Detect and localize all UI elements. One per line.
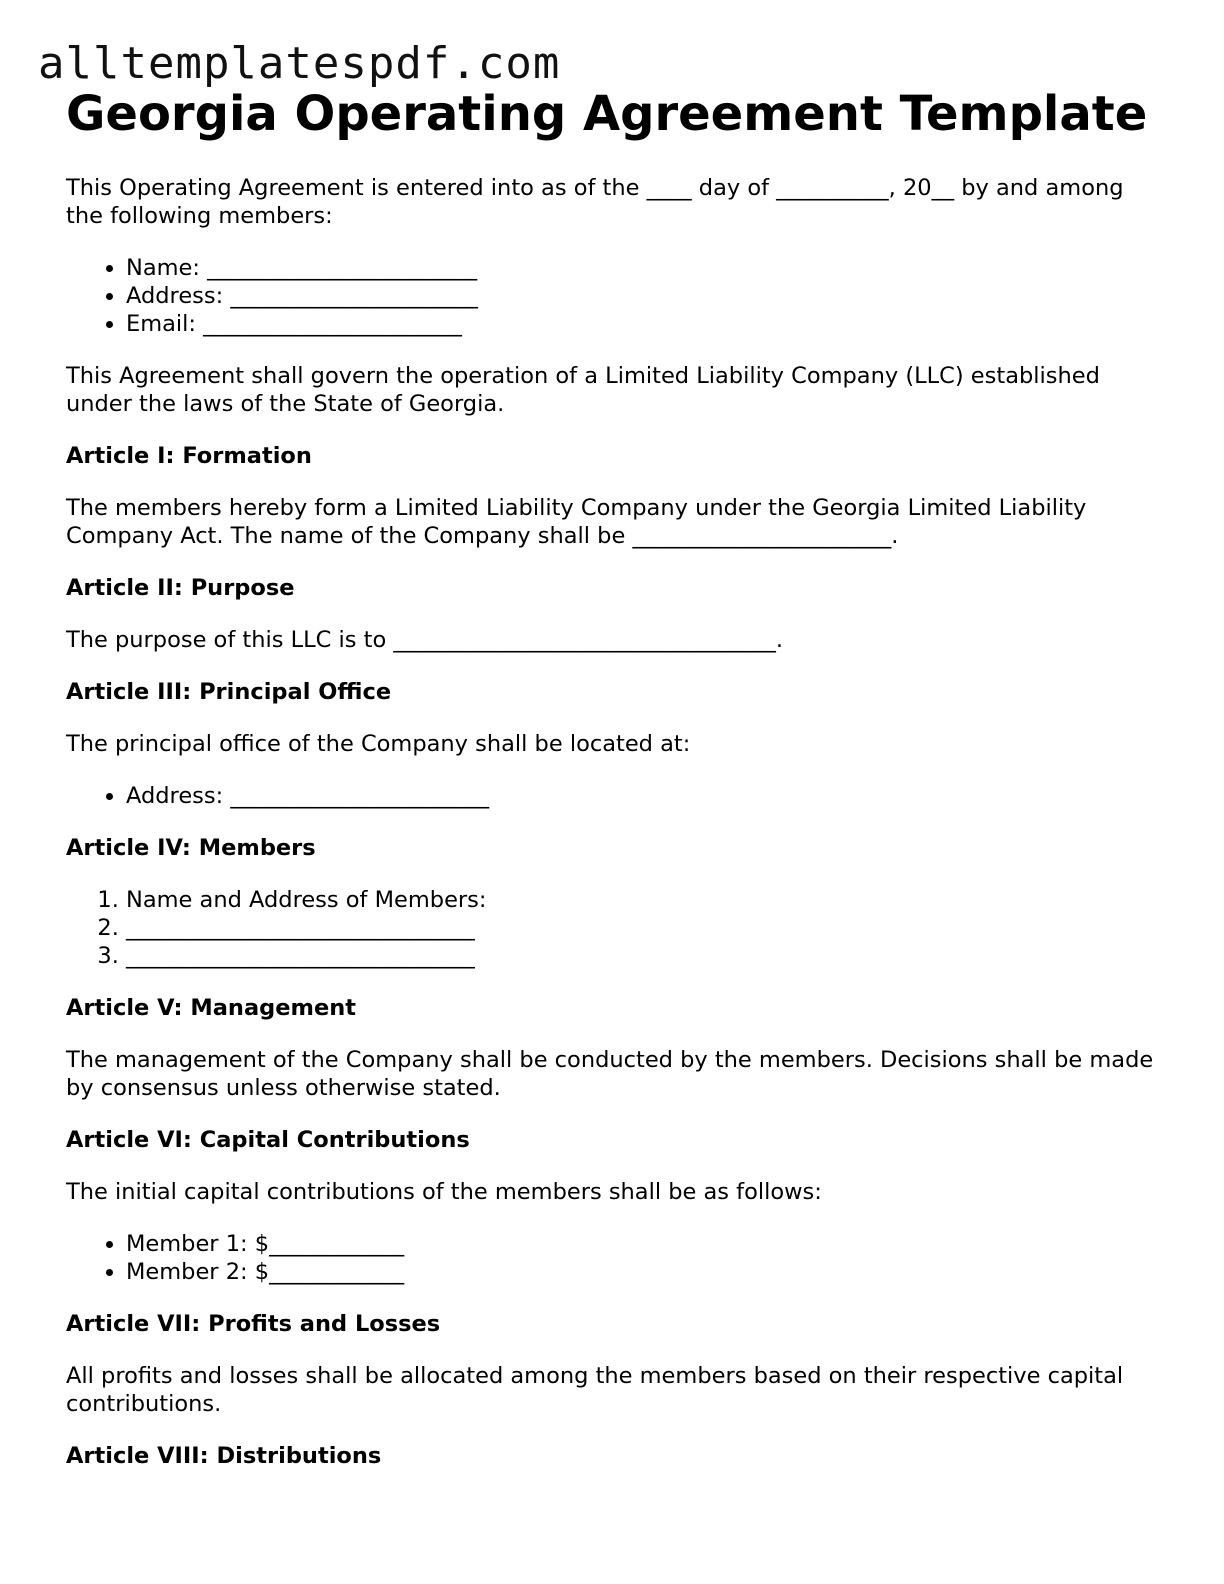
intro-paragraph: This Operating Agreement is entered into as of the ____ day of __________, 20__ by and among the following members: [66,175,1124,229]
governance-paragraph: This Agreement shall govern the operation of a Limited Liability Company (LLC) established under the laws of the State of Georgia. [66,363,1100,417]
article-formation-heading: Article I: Formation [66,443,312,469]
member-fields-list [66,254,1166,338]
member-name-field: • Name: ________________________ [126,254,1166,282]
article-purpose-heading: Article II: Purpose [66,575,295,601]
article-formation-text: The members hereby form a Limited Liability Company under the Georgia Limited Liability Company Act. The name of the Company shall be _______________________. [66,495,1087,549]
document-page [66,84,1166,1470]
principal-office-address-field: • Address: _______________________ [126,782,1166,810]
article-profits-heading: Article VII: Profits and Losses [66,1311,441,1337]
article-management-text: The management of the Company shall be conducted by the members. Decisions shall be made by consensus unless otherwise stated. [66,1047,1154,1101]
article-purpose-text: The purpose of this LLC is to __________________________________. [66,627,784,653]
principal-office-list [66,782,1166,810]
article-principal-office-heading: Article III: Principal Office [66,679,392,705]
members-list-item: 3. _______________________________ [126,942,1166,970]
members-list-item: 1. Name and Address of Members: [126,886,1166,914]
member-address-field: • Address: ______________________ [126,282,1166,310]
member-email-field: • Email: _______________________ [126,310,1166,338]
article-members-heading: Article IV: Members [66,835,316,861]
members-list-item: 2. _______________________________ [126,914,1166,942]
capital-member-2-field: • Member 2: $____________ [126,1258,1166,1286]
document-title: Georgia Operating Agreement Template [66,86,1148,142]
article-distributions-heading: Article VIII: Distributions [66,1443,382,1469]
article-management-heading: Article V: Management [66,995,356,1021]
article-capital-text: The initial capital contributions of the members shall be as follows: [66,1179,822,1205]
article-principal-office-text: The principal office of the Company shall be located at: [66,731,691,757]
article-profits-text: All profits and losses shall be allocated among the members based on their respective capital contributions. [66,1363,1124,1417]
capital-contributions-list [66,1230,1166,1286]
article-capital-heading: Article VI: Capital Contributions [66,1127,470,1153]
site-watermark: alltemplatespdf.com [38,38,561,89]
capital-member-1-field: • Member 1: $____________ [126,1230,1166,1258]
members-list [66,886,1166,970]
